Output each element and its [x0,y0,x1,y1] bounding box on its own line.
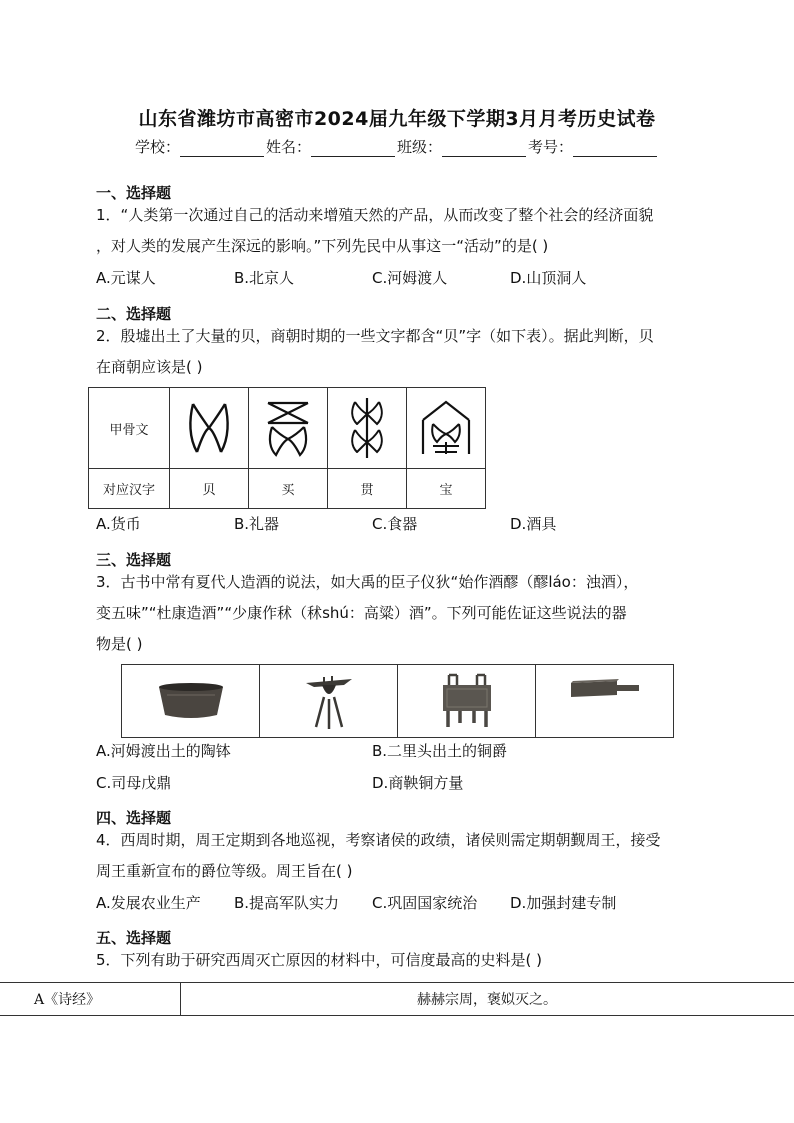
question-3-line-2: 变五味”“杜康造酒”“少康作秫（秫shú：高粱）酒”。下列可能佐证这些说法的器 [96,604,627,622]
character-bao: 宝 [407,469,486,509]
question-2-line-1: 2．殷墟出土了大量的贝，商朝时期的一些文字都含“贝”字（如下表）。据此判断，贝 [96,327,654,345]
question-1 [96,200,696,262]
section-2-heading: 二、选择题 [96,305,172,323]
guan-oracle-glyph [328,388,407,469]
question-3-line-3: 物是( ) [96,635,143,653]
class-blank[interactable] [442,140,526,157]
exam-title: 山东省潍坊市高密市2024届九年级下学期3月月考历史试卷 [138,108,656,130]
source-quote: 赫赫宗周，褒姒灭之。 [417,992,557,1008]
q1-option-b[interactable]: B.北京人 [234,269,295,287]
section-3-heading: 三、选择题 [96,551,172,569]
source-table-row [0,982,794,1016]
character-mai: 买 [249,469,328,509]
q3-option-a[interactable]: A.河姆渡出土的陶钵 [96,742,231,760]
q1-option-a[interactable]: A.元谋人 [96,269,156,287]
q2-option-b[interactable]: B.礼器 [234,515,280,533]
artifact-table [121,664,674,738]
q3-option-d[interactable]: D.商鞅铜方量 [372,774,464,792]
source-label[interactable]: A《诗经》 [34,992,101,1008]
shang-yang-measure-image [536,665,674,738]
section-5-heading: 五、选择题 [96,929,172,947]
pottery-bowl-image [122,665,260,738]
question-2 [96,321,696,383]
bronze-jue-image [260,665,398,738]
question-4-line-2: 周王重新宣布的爵位等级。周王旨在( ) [96,862,353,880]
q2-option-a[interactable]: A.货币 [96,515,141,533]
question-2-line-2: 在商朝应该是( ) [96,358,203,376]
school-label: 学校： [134,138,180,156]
question-1-line-1: 1．“人类第一次通过自己的活动来增殖天然的产品，从而改变了整个社会的经济面貌 [96,206,654,224]
q1-option-d[interactable]: D.山顶洞人 [510,269,587,287]
question-4-line-1: 4．西周时期，周王定期到各地巡视，考察诸侯的政绩，诸侯则需定期朝觐周王，接受 [96,831,661,849]
question-3 [96,567,696,660]
q4-option-d[interactable]: D.加强封建专制 [510,894,617,912]
bao-oracle-glyph [407,388,486,469]
q3-option-b[interactable]: B.二里头出土的铜爵 [372,742,508,760]
question-3-line-1: 3．古书中常有夏代人造酒的说法，如大禹的臣子仪狄“始作酒醪（醪láo：浊酒）， [96,573,639,591]
exam-no-label: 考号： [528,138,574,156]
name-blank[interactable] [311,140,395,157]
question-5 [96,945,696,976]
oracle-row-header: 甲骨文 [89,388,170,469]
question-4 [96,825,696,887]
question-1-line-2: ，对人类的发展产生深远的影响。”下列先民中从事这一“活动”的是( ) [96,237,549,255]
bei-oracle-glyph [170,388,249,469]
character-bei: 贝 [170,469,249,509]
q4-option-b[interactable]: B.提高军队实力 [234,894,340,912]
oracle-bone-table [88,387,486,509]
character-row-header: 对应汉字 [89,469,170,509]
section-1-heading: 一、选择题 [96,184,172,202]
section-4-heading: 四、选择题 [96,809,172,827]
question-5-line-1: 5．下列有助于研究西周灭亡原因的材料中，可信度最高的史料是( ) [96,951,543,969]
name-label: 姓名： [265,138,311,156]
exam-no-blank[interactable] [573,140,657,157]
school-blank[interactable] [180,140,264,157]
q1-option-c[interactable]: C.河姆渡人 [372,269,448,287]
simuwu-ding-image [398,665,536,738]
q4-option-c[interactable]: C.巩固国家统治 [372,894,478,912]
q3-option-c[interactable]: C.司母戊鼎 [96,774,172,792]
mai-oracle-glyph [249,388,328,469]
class-label: 班级： [397,138,443,156]
student-info-row [0,136,794,157]
q2-option-d[interactable]: D.酒具 [510,515,557,533]
character-guan: 贯 [328,469,407,509]
q2-option-c[interactable]: C.食器 [372,515,418,533]
q4-option-a[interactable]: A.发展农业生产 [96,894,201,912]
